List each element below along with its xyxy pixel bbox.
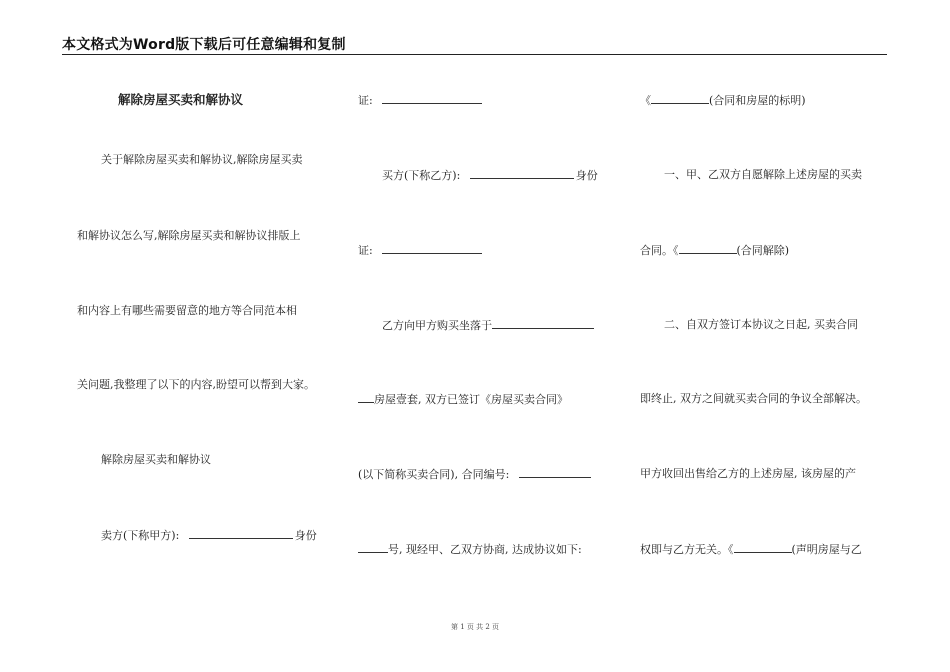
id-line (358, 243, 482, 258)
paragraph-line: 和解协议怎么写,解除房屋买卖和解协议排版上 (77, 229, 301, 242)
seller-line (101, 528, 317, 543)
buyer-line (382, 168, 598, 183)
house-count-blank (358, 392, 374, 403)
number-suffix-blank (358, 542, 388, 553)
contract-cancel-label: 合同。《 (640, 244, 679, 257)
seller-id-blank (382, 93, 482, 104)
contract-house-note: (合同和房屋的标明) (709, 94, 806, 107)
agreement-intro-line (358, 542, 582, 557)
paragraph-line: 甲方收回出售给乙方的上述房屋, 该房屋的产 (640, 467, 856, 480)
section-heading: 解除房屋买卖和解协议 (101, 453, 211, 466)
contract-number-label: (以下简称买卖合同), 合同编号: (358, 468, 510, 481)
id-line (358, 93, 482, 108)
ownership-line (640, 542, 862, 557)
location-blank (492, 318, 594, 329)
buyer-id-blank (382, 243, 482, 254)
contract-number-blank (519, 467, 591, 478)
paragraph-line: 和内容上有哪些需要留意的地方等合同范本相 (77, 304, 297, 317)
location-label: 乙方向甲方购买坐落于 (382, 319, 492, 332)
contract-number-line (358, 467, 591, 482)
quote-mark: 《 (640, 94, 651, 107)
seller-name-blank (189, 528, 293, 539)
paragraph-line: 关于解除房屋买卖和解协议,解除房屋买卖 (101, 153, 303, 166)
seller-label: 卖方(下称甲方): (101, 529, 180, 542)
house-line (358, 392, 568, 407)
clause-one-line: 一、甲、乙双方自愿解除上述房屋的买卖 (664, 168, 862, 181)
contract-cancel-blank (679, 243, 737, 254)
contract-cancel-note: (合同解除) (736, 244, 790, 257)
paragraph-line: 即终止, 双方之间就买卖合同的争议全部解决。 (640, 392, 867, 405)
ownership-note: (声明房屋与乙 (791, 543, 862, 556)
document-title: 解除房屋买卖和解协议 (118, 92, 244, 107)
agreement-intro-text: 号, 现经甲、乙双方协商, 达成协议如下: (388, 543, 582, 556)
contract-house-blank (651, 93, 709, 104)
id-label: 身份 (575, 169, 598, 182)
id-label: 身份 (294, 529, 317, 542)
location-line (382, 318, 594, 333)
contract-house-line (640, 93, 806, 108)
ownership-label: 权即与乙方无关。《 (640, 543, 734, 556)
buyer-name-blank (470, 168, 574, 179)
ownership-blank (734, 542, 792, 553)
document-banner: 本文格式为Word版下载后可任意编辑和复制 (62, 37, 346, 53)
house-text: 房屋壹套, 双方已签订《房屋买卖合同》 (374, 393, 568, 406)
id-label: 证: (358, 94, 373, 107)
paragraph-line: 关问题,我整理了以下的内容,盼望可以帮到大家。 (77, 378, 315, 391)
contract-cancel-line (640, 243, 789, 258)
id-label: 证: (358, 244, 373, 257)
buyer-label: 买方(下称乙方): (382, 169, 461, 182)
clause-two-line: 二、自双方签订本协议之日起, 买卖合同 (664, 318, 858, 331)
page-number: 第 1 页 共 2 页 (450, 623, 500, 631)
